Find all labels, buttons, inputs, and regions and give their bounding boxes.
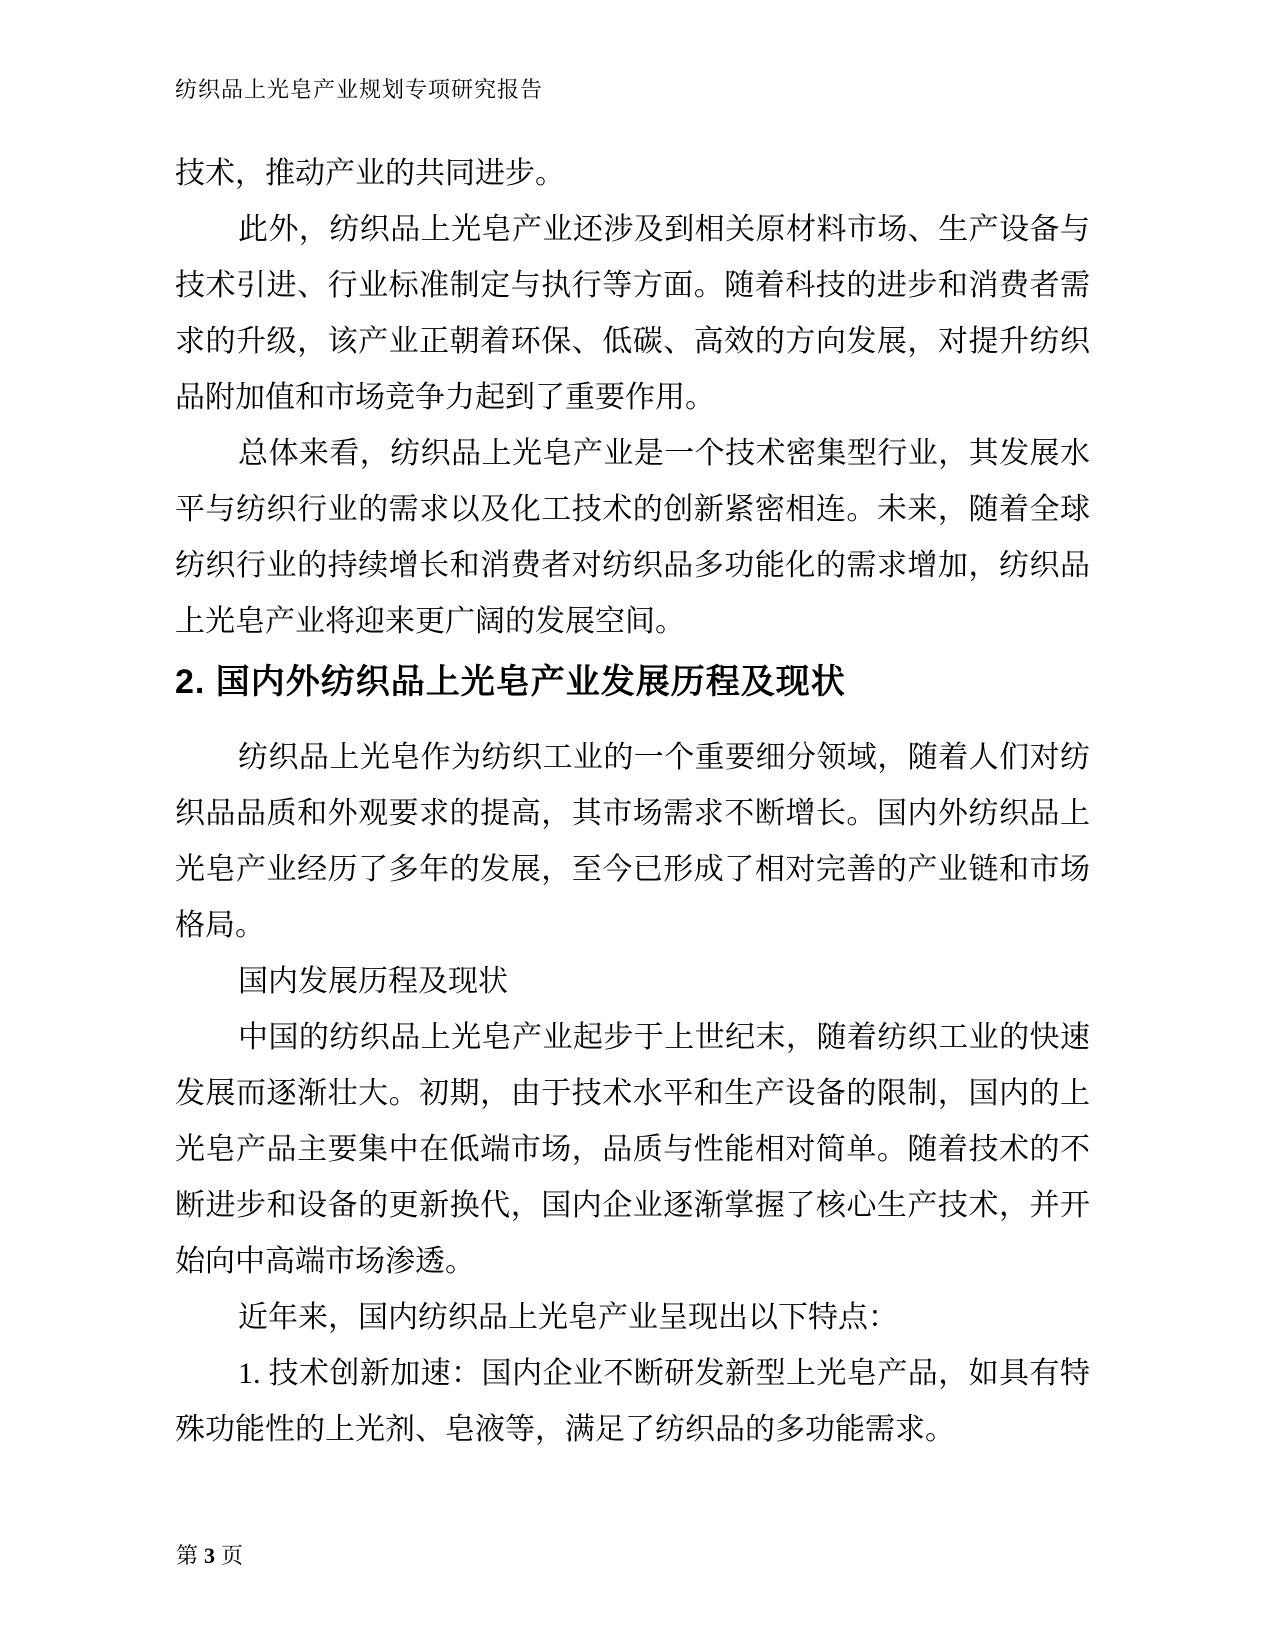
paragraph xyxy=(175,954,1090,1010)
text-line: 织品品质和外观要求的提高，其市场需求不断增长。国内外纺织品上 xyxy=(175,797,1090,830)
page-header xyxy=(175,76,1090,104)
text-line: 此外，纺织品上光皂产业还涉及到相关原材料市场、生产设备与 xyxy=(238,213,1090,246)
page-number-suffix: 页 xyxy=(221,1543,244,1568)
text-line: 1. 技术创新加速：国内企业不断研发新型上光皂产品，如具有特 xyxy=(238,1357,1090,1390)
text-line: 始向中高端市场渗透。 xyxy=(175,1245,475,1278)
text-line: 殊功能性的上光剂、皂液等，满足了纺织品的多功能需求。 xyxy=(175,1413,955,1446)
text-line: 光皂产品主要集中在低端市场，品质与性能相对简单。随着技术的不 xyxy=(175,1133,1090,1166)
paragraph xyxy=(175,730,1090,954)
paragraph xyxy=(175,426,1090,650)
text-line: 求的升级，该产业正朝着环保、低碳、高效的方向发展，对提升纺织 xyxy=(175,325,1090,358)
text-line: 光皂产业经历了多年的发展，至今已形成了相对完善的产业链和市场 xyxy=(175,853,1090,886)
paragraph xyxy=(175,202,1090,426)
paragraph xyxy=(175,1010,1090,1290)
text-line: 技术引进、行业标准制定与执行等方面。随着科技的进步和消费者需 xyxy=(175,269,1090,302)
text-line: 平与纺织行业的需求以及化工技术的创新紧密相连。未来，随着全球 xyxy=(175,493,1090,526)
page-number: 3 xyxy=(204,1543,216,1568)
text-line: 纺织品上光皂作为纺织工业的一个重要细分领域，随着人们对纺 xyxy=(238,741,1090,774)
text-line: 上光皂产业将迎来更广阔的发展空间。 xyxy=(175,605,685,638)
document-title: 纺织品上光皂产业规划专项研究报告 xyxy=(175,77,544,102)
text-line: 断进步和设备的更新换代，国内企业逐渐掌握了核心生产技术，并开 xyxy=(175,1189,1090,1222)
text-line: 品附加值和市场竞争力起到了重要作用。 xyxy=(175,381,715,414)
page-footer xyxy=(176,1541,243,1571)
section-heading: 2. 国内外纺织品上光皂产业发展历程及现状 xyxy=(175,663,846,701)
paragraph xyxy=(175,1290,1090,1346)
text-line: 纺织行业的持续增长和消费者对纺织品多功能化的需求增加，纺织品 xyxy=(175,549,1090,582)
paragraph xyxy=(175,1346,1090,1458)
paragraph xyxy=(175,146,1090,202)
text-line: 发展而逐渐壮大。初期，由于技术水平和生产设备的限制，国内的上 xyxy=(175,1077,1090,1110)
text-line: 技术，推动产业的共同进步。 xyxy=(175,157,565,190)
text-line: 格局。 xyxy=(175,909,265,942)
text-line: 总体来看，纺织品上光皂产业是一个技术密集型行业，其发展水 xyxy=(238,437,1090,470)
document-body xyxy=(175,146,1090,1458)
page-number-prefix: 第 xyxy=(176,1543,199,1568)
text-line: 近年来，国内纺织品上光皂产业呈现出以下特点： xyxy=(238,1301,898,1334)
text-line: 国内发展历程及现状 xyxy=(238,965,508,998)
text-line: 中国的纺织品上光皂产业起步于上世纪末，随着纺织工业的快速 xyxy=(238,1021,1090,1054)
